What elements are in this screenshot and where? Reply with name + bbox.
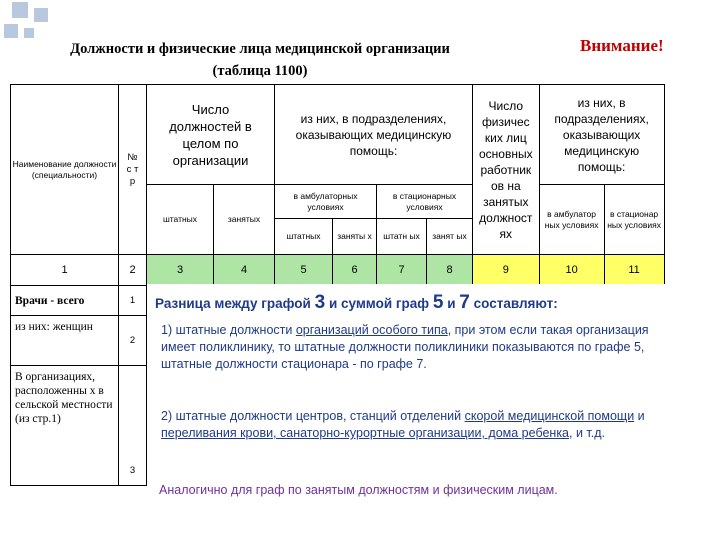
col-number: 11 <box>604 255 664 286</box>
row-number: 1 <box>119 286 147 316</box>
header-position-name: Наименование должности (специальности) <box>11 85 119 255</box>
col-number: 9 <box>473 255 540 286</box>
attention-label: Внимание! <box>580 36 664 55</box>
page-title <box>70 38 450 82</box>
col-number: 5 <box>275 255 333 286</box>
header-row-number: № с т р <box>119 85 147 255</box>
header-persons-inpatient: в стационар ных условиях <box>604 185 664 255</box>
closing-note: Аналогично для граф по занятым должностям и физическим лицам. <box>159 483 558 497</box>
title-line-1: Должности и физические лица медицинской организации <box>70 41 450 57</box>
row-label: из них: женщин <box>11 316 119 366</box>
note-text: , при этом если такая организация имеет поликлинику, то штатные должности поликлиники показываются по графе 5, штатные должности стационара - по графе 7. <box>161 323 649 371</box>
note-underlined-text: переливания крови, санаторно-курортные организации, дома ребенка <box>161 426 570 440</box>
row-label: В организациях, расположенны х в сельской местности (из стр.1) <box>11 366 119 486</box>
explanation-callout <box>147 284 699 524</box>
header-outpatient-occupied: заняты х <box>333 219 377 255</box>
col-number: 2 <box>119 255 147 286</box>
header-units: из них, в подразделениях, оказывающих медицинскую помощь: <box>275 85 473 185</box>
col-number: 7 <box>377 255 427 286</box>
col-number: 4 <box>214 255 275 286</box>
note-underlined-text: скорой медицинской помощи <box>464 409 635 423</box>
heading-text: составляют: <box>473 296 558 311</box>
title-line-2: (таблица 1100) <box>212 63 308 79</box>
callout-heading <box>155 292 558 314</box>
column-numbers-row <box>11 255 665 286</box>
header-outpatient: в амбулаторных условиях <box>275 185 377 219</box>
header-persons: Число физичес ких лиц основных работник ов на занятых должност ях <box>473 85 540 255</box>
heading-column-3: 3 <box>314 292 326 313</box>
header-persons-outpatient: в амбулатор ных условиях <box>539 185 604 255</box>
header-inpatient-occupied: занят ых <box>427 219 473 255</box>
header-staff: штатных <box>147 185 214 255</box>
heading-column-5: 5 <box>432 292 444 313</box>
note-item-1 <box>161 322 681 373</box>
note-text: , и т.д. <box>569 426 605 440</box>
logo-squares <box>4 2 64 46</box>
header-inpatient: в стационарных условиях <box>377 185 473 219</box>
heading-text: Разница между графой <box>155 296 311 311</box>
row-number: 2 <box>119 316 147 366</box>
note-text: и <box>637 409 645 423</box>
header-occupied: занятых <box>214 185 275 255</box>
header-outpatient-staff: штатных <box>275 219 333 255</box>
header-persons-units: из них, в подразделениях, оказывающих медицинскую помощь: <box>539 85 664 185</box>
heading-text: и суммой граф <box>328 296 430 311</box>
heading-column-7: 7 <box>459 292 470 313</box>
header-total-positions: Число должностей в целом по организации <box>147 85 275 185</box>
header-inpatient-staff: штатн ых <box>377 219 427 255</box>
note-underlined-text: организаций особого типа <box>295 323 448 337</box>
row-number: 3 <box>119 366 147 486</box>
col-number: 3 <box>147 255 214 286</box>
heading-text: и <box>447 296 456 311</box>
col-number: 6 <box>333 255 377 286</box>
col-number: 10 <box>539 255 604 286</box>
note-item-2 <box>161 408 681 442</box>
row-label: Врачи - всего <box>11 286 119 316</box>
note-text: 1) штатные должности <box>161 323 293 337</box>
col-number: 1 <box>11 255 119 286</box>
col-number: 8 <box>427 255 473 286</box>
note-text: 2) штатные должности центров, станций отделений <box>161 409 462 423</box>
